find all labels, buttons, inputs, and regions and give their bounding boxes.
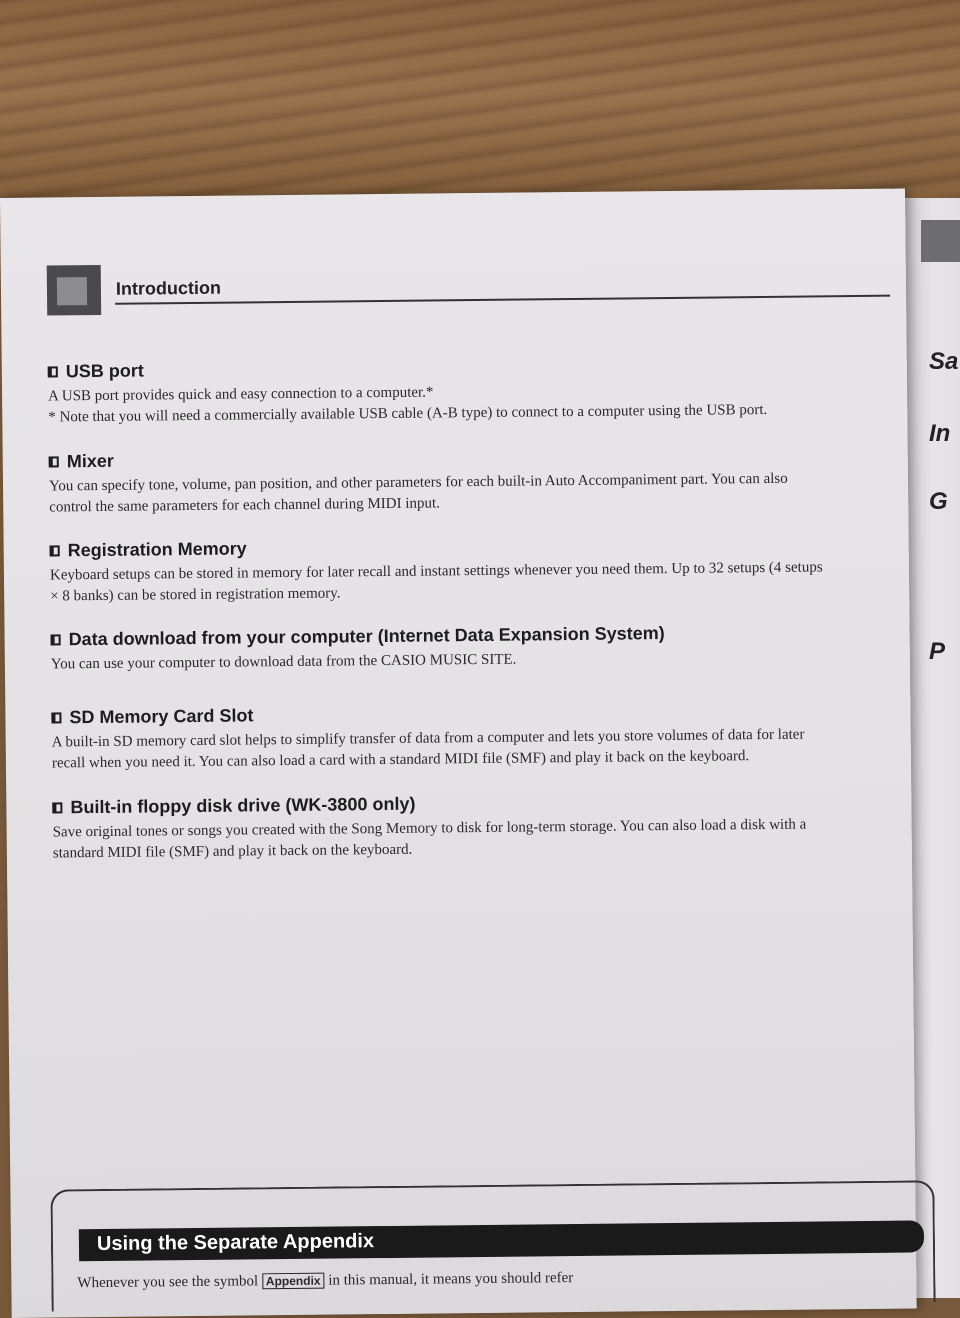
feature-text-line: Save original tones or songs you created with the Song Memory to disk for long-term storage. You can also load a disk with a (52, 816, 807, 841)
feature-heading-text: Built-in floppy disk drive (WK-3800 only) (70, 793, 416, 818)
adjacent-page-fragment: G (929, 488, 948, 515)
feature-usb-port (48, 353, 909, 429)
feature-heading-text: USB port (65, 360, 144, 382)
header-rule (115, 295, 890, 305)
feature-floppy-drive (52, 788, 913, 864)
adjacent-page-fragment: In (929, 420, 951, 447)
feature-text-line: control the same parameters for each channel during MIDI input. (49, 495, 441, 516)
feature-heading-text: SD Memory Card Slot (69, 705, 254, 728)
feature-text-line: * Note that you will need a commercially available USB cable (A-B type) to connect to a computer using the USB port. (48, 401, 768, 426)
feature-heading-text: Registration Memory (67, 538, 247, 561)
checkbox-bullet-icon (49, 456, 59, 467)
appendix-text-before: Whenever you see the symbol (77, 1273, 259, 1292)
checkbox-bullet-icon (52, 802, 62, 813)
checkbox-bullet-icon (48, 366, 58, 377)
appendix-text-after: in this manual, it means you should refer (328, 1270, 574, 1289)
feature-text-line: A USB port provides quick and easy connection to a computer.* (47, 384, 434, 405)
manual-page (0, 189, 917, 1318)
feature-text-line: × 8 banks) can be stored in registration memory. (50, 585, 341, 605)
header-decoration-inner (57, 277, 87, 305)
feature-text-line: A built-in SD memory card slot helps to simplify transfer of data from a computer and lets you store volumes of data for later (51, 726, 805, 751)
feature-text-line: You can use your computer to download data from the CASIO MUSIC SITE. (50, 651, 517, 673)
adjacent-page-header-band (921, 220, 960, 262)
section-title: Introduction (115, 277, 222, 299)
feature-registration-memory (50, 531, 911, 607)
feature-text-line: standard MIDI file (SMF) and play it back on the keyboard. (52, 841, 413, 862)
feature-data-download (51, 620, 911, 675)
feature-heading-text: Mixer (66, 450, 114, 472)
checkbox-bullet-icon (51, 634, 61, 645)
checkbox-bullet-icon (51, 712, 61, 723)
adjacent-page-fragment: P (929, 638, 946, 665)
checkbox-bullet-icon (50, 545, 60, 556)
adjacent-page-fragment: Sa (929, 348, 959, 375)
feature-mixer (49, 442, 910, 518)
feature-text-line: recall when you need it. You can also load a card with a standard MIDI file (SMF) and play it back on the keyboard. (51, 748, 750, 772)
feature-sd-card-slot (51, 698, 912, 774)
appendix-title: Using the Separate Appendix (96, 1230, 375, 1256)
feature-heading-text: Data download from your computer (Internet Data Expansion System) (68, 623, 665, 650)
feature-text-line: You can specify tone, volume, pan position, and other parameters for each built-in Auto Accompaniment part. You can also (48, 470, 788, 495)
appendix-symbol: Appendix (262, 1273, 325, 1290)
feature-text-line: Keyboard setups can be stored in memory for later recall and instant settings whenever you need them. Up to 32 setups (4 setups (49, 559, 823, 584)
